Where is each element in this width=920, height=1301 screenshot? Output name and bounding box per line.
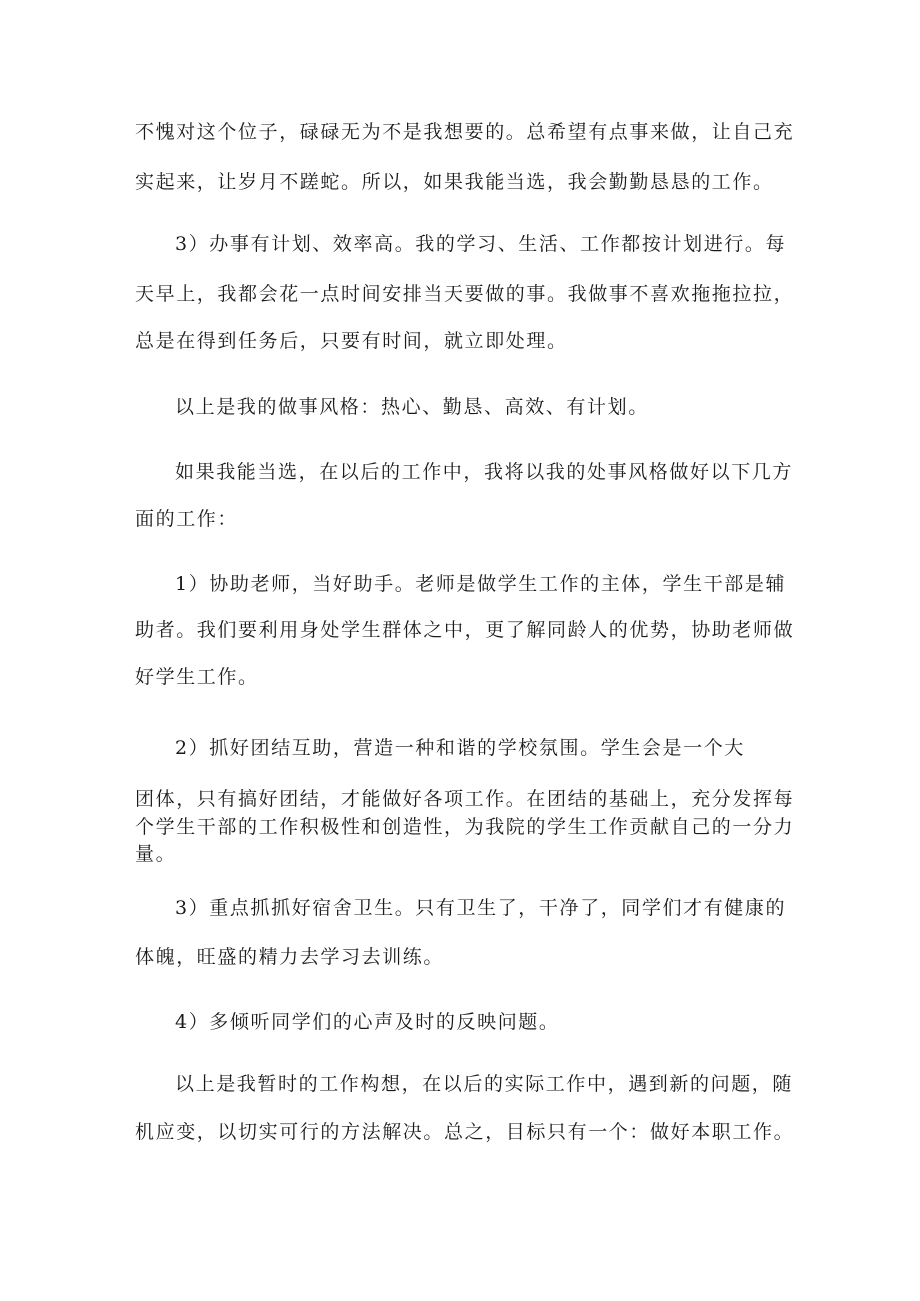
text-line: 2）抓好团结互助，营造一种和谐的学校氛围。学生会是一个大 [175,737,745,759]
text-line: 总是在得到任务后，只要有时间，就立即处理。 [135,330,568,352]
text-line: 3）重点抓抓好宿舍卫生。只有卫生了，干净了，同学们才有健康的 [175,897,787,919]
text-line: 好学生工作。 [135,666,259,688]
text-line: 机应变，以切实可行的方法解决。总之，目标只有一个：做好本职工作。 [135,1121,795,1143]
text-line: 团体，只有搞好团结，才能做好各项工作。在团结的基础上，充分发挥每 [135,788,795,810]
text-line: 1）协助老师，当好助手。老师是做学生工作的主体，学生干部是辅 [175,573,787,595]
text-line: 4）多倾听同学们的心声及时的反映问题。 [175,1011,560,1033]
text-line: 实起来，让岁月不蹉蛇。所以，如果我能当选，我会勤勤恳恳的工作。 [135,171,774,193]
text-line: 以上是我暂时的工作构想，在以后的实际工作中，遇到新的问题，随 [175,1073,794,1095]
text-line: 天早上，我都会花一点时间安排当天要做的事。我做事不喜欢拖拖拉拉， [135,283,795,305]
text-line: 以上是我的做事风格：热心、勤恳、高效、有计划。 [175,396,649,418]
text-line: 量。 [135,843,177,865]
text-line: 助者。我们要利用身处学生群体之中，更了解同龄人的优势，协助老师做 [135,619,795,641]
text-line: 如果我能当选，在以后的工作中，我将以我的处事风格做好以下几方 [175,461,794,483]
text-line: 个学生干部的工作积极性和创造性，为我院的学生工作贡献自己的一分力 [135,816,795,838]
text-line: 3）办事有计划、效率高。我的学习、生活、工作都按计划进行。每 [175,233,787,255]
text-line: 体魄，旺盛的精力去学习去训练。 [135,946,445,968]
text-line: 面的工作： [135,508,239,530]
text-line: 不愧对这个位子，碌碌无为不是我想要的。总希望有点事来做，让自己充 [135,121,795,143]
